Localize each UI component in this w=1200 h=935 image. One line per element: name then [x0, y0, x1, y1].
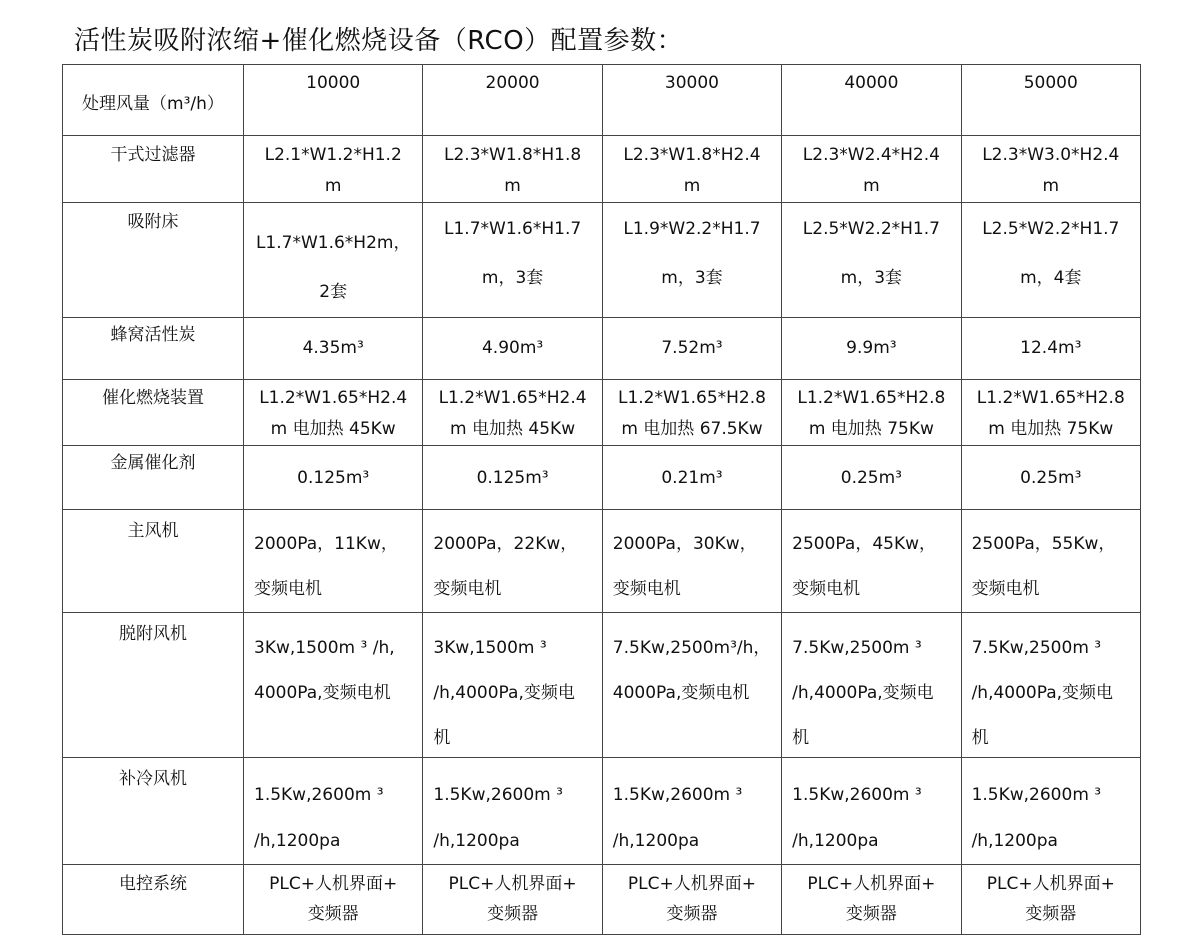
table-row — [63, 613, 1141, 758]
cell-text-line: 1.5Kw,2600m ³ — [433, 785, 563, 805]
cell-text-line: /h,1200pa — [971, 831, 1058, 851]
cell-text-line: 变频器 — [307, 904, 359, 924]
cell-text-line: 4000Pa,变频电机 — [612, 683, 750, 703]
cell-text-line: m 电加热 75Kw — [988, 419, 1114, 439]
cell-text-line: 7.5Kw,2500m³/h， — [612, 638, 771, 658]
table-cell — [961, 510, 1140, 613]
table-cell — [423, 65, 602, 136]
cell-text-line: 变频器 — [666, 904, 718, 924]
cell-text-line: 变频电机 — [612, 579, 681, 599]
cell-text-line: 4000Pa,变频电机 — [254, 683, 391, 703]
cell-text-line: 9.9m³ — [846, 338, 897, 358]
cell-text-line: 2500Pa，45Kw， — [792, 534, 937, 554]
table-cell — [961, 136, 1140, 203]
table-cell — [782, 318, 961, 380]
table-cell — [244, 203, 423, 318]
table-cell — [961, 380, 1140, 446]
row-label: 脱附风机 — [63, 613, 244, 758]
table-cell — [423, 446, 602, 510]
table-cell — [244, 510, 423, 613]
table-cell — [423, 380, 602, 446]
cell-text-line: PLC+人机界面+ — [807, 874, 936, 894]
cell-text-line: 7.52m³ — [661, 338, 723, 358]
cell-text-line: 50000 — [1023, 73, 1078, 93]
cell-text-line: 12.4m³ — [1020, 338, 1082, 358]
table-cell — [423, 758, 602, 865]
table-row — [63, 65, 1141, 136]
cell-text-line: L1.2*W1.65*H2.8 — [617, 388, 766, 408]
table-cell — [782, 380, 961, 446]
table-cell — [602, 318, 781, 380]
cell-text-line: 20000 — [485, 73, 540, 93]
table-cell — [602, 510, 781, 613]
cell-text-line: L2.3*W1.8*H2.4 — [623, 145, 761, 165]
cell-text-line: L1.7*W1.6*H2m， — [255, 233, 411, 253]
table-cell — [423, 318, 602, 380]
document-title: 活性炭吸附浓缩+催化燃烧设备（RCO）配置参数： — [74, 26, 684, 56]
cell-text-line: L1.7*W1.6*H1.7 — [444, 219, 582, 239]
table-cell — [244, 758, 423, 865]
cell-text-line: 30000 — [664, 73, 720, 93]
table-cell — [782, 65, 961, 136]
cell-text-line: 2000Pa，30Kw， — [612, 534, 757, 554]
cell-text-line: 40000 — [844, 73, 899, 93]
cell-text-line: 2000Pa，22Kw， — [433, 534, 578, 554]
cell-text-line: 机 — [792, 728, 810, 748]
cell-text-line: m — [324, 176, 342, 196]
cell-text-line: 变频电机 — [792, 579, 861, 599]
table-row — [63, 758, 1141, 865]
table-cell — [602, 613, 781, 758]
cell-text-line: 10000 — [306, 73, 361, 93]
cell-text-line: /h,1200pa — [792, 831, 879, 851]
cell-text-line: /h,1200pa — [433, 831, 520, 851]
row-label: 催化燃烧装置 — [63, 380, 244, 446]
table-cell — [244, 318, 423, 380]
cell-text-line: 0.25m³ — [840, 468, 902, 488]
cell-text-line: 变频电机 — [433, 579, 502, 599]
cell-text-line: PLC+人机界面+ — [986, 874, 1115, 894]
table-cell — [602, 758, 781, 865]
table-cell — [782, 865, 961, 935]
cell-text-line: 1.5Kw,2600m ³ — [792, 785, 922, 805]
cell-text-line: /h,1200pa — [254, 831, 341, 851]
cell-text-line: PLC+人机界面+ — [627, 874, 757, 894]
table-cell — [244, 380, 423, 446]
cell-text-line: 3Kw,1500m ³ — [433, 638, 547, 658]
cell-text-line: 变频电机 — [254, 579, 322, 599]
cell-text-line: 变频电机 — [971, 579, 1040, 599]
cell-text-line: m — [504, 176, 521, 196]
cell-text-line: L1.9*W2.2*H1.7 — [623, 219, 761, 239]
table-cell — [244, 613, 423, 758]
table-cell — [961, 318, 1140, 380]
table-row — [63, 510, 1141, 613]
row-label: 蜂窝活性炭 — [63, 318, 244, 380]
cell-text-line: 变频器 — [845, 904, 897, 924]
table-row — [63, 380, 1141, 446]
table-cell — [961, 203, 1140, 318]
cell-text-line: L2.3*W1.8*H1.8 — [444, 145, 582, 165]
table-cell — [961, 865, 1140, 935]
cell-text-line: m 电加热 45Kw — [450, 419, 576, 439]
cell-text-line: 变频器 — [487, 904, 539, 924]
cell-text-line: PLC+人机界面+ — [448, 874, 577, 894]
cell-text-line: m — [1042, 176, 1060, 196]
cell-text-line: /h,4000Pa,变频电 — [433, 683, 575, 703]
row-label: 处理风量（m³/h） — [63, 65, 244, 136]
cell-text-line: /h,4000Pa,变频电 — [971, 683, 1114, 703]
cell-text-line: 4.35m³ — [302, 338, 364, 358]
table-row — [63, 446, 1141, 510]
cell-text-line: 0.125m³ — [297, 468, 370, 488]
table-cell — [423, 203, 602, 318]
table-cell — [423, 510, 602, 613]
table-cell — [782, 203, 961, 318]
rco-config-table — [62, 64, 1141, 935]
cell-text-line: 1.5Kw,2600m ³ — [612, 785, 743, 805]
cell-text-line: 2000Pa，11Kw， — [254, 534, 398, 554]
table-row — [63, 136, 1141, 203]
cell-text-line: 7.5Kw,2500m ³ — [971, 638, 1102, 658]
cell-text-line: m — [863, 176, 880, 196]
table-cell — [244, 446, 423, 510]
table-cell — [244, 865, 423, 935]
cell-text-line: 0.25m³ — [1020, 468, 1082, 488]
table-cell — [782, 613, 961, 758]
table-cell — [423, 865, 602, 935]
cell-text-line: m，4套 — [1020, 268, 1082, 288]
cell-text-line: PLC+人机界面+ — [269, 874, 398, 894]
cell-text-line: m，3套 — [661, 268, 723, 288]
table-cell — [961, 65, 1140, 136]
table-cell — [244, 65, 423, 136]
cell-text-line: 7.5Kw,2500m ³ — [792, 638, 922, 658]
row-label: 金属催化剂 — [63, 446, 244, 510]
cell-text-line: L1.2*W1.65*H2.4 — [438, 388, 587, 408]
cell-text-line: 机 — [433, 728, 451, 748]
table-cell — [961, 758, 1140, 865]
table-cell — [602, 65, 781, 136]
table-row — [63, 203, 1141, 318]
row-label: 干式过滤器 — [63, 136, 244, 203]
cell-text-line: L2.3*W3.0*H2.4 — [982, 145, 1120, 165]
table-cell — [423, 136, 602, 203]
cell-text-line: 3Kw,1500m ³ /h, — [254, 638, 395, 658]
cell-text-line: L2.5*W2.2*H1.7 — [802, 219, 940, 239]
table-cell — [782, 510, 961, 613]
table-cell — [602, 446, 781, 510]
cell-text-line: m，3套 — [840, 268, 903, 288]
cell-text-line: L1.2*W1.65*H2.8 — [797, 388, 946, 408]
table-row — [63, 865, 1141, 935]
table-cell — [602, 865, 781, 935]
cell-text-line: m — [683, 176, 701, 196]
cell-text-line: 变频器 — [1025, 904, 1077, 924]
table-cell — [782, 136, 961, 203]
cell-text-line: L2.3*W2.4*H2.4 — [802, 145, 940, 165]
table-row — [63, 318, 1141, 380]
cell-text-line: L1.2*W1.65*H2.8 — [976, 388, 1125, 408]
cell-text-line: 2500Pa，55Kw， — [971, 534, 1116, 554]
table-cell — [602, 380, 781, 446]
cell-text-line: L1.2*W1.65*H2.4 — [259, 388, 408, 408]
table-cell — [961, 613, 1140, 758]
table-cell — [423, 613, 602, 758]
row-label: 电控系统 — [63, 865, 244, 935]
row-label: 补冷风机 — [63, 758, 244, 865]
row-label: 吸附床 — [63, 203, 244, 318]
cell-text-line: m 电加热 75Kw — [808, 419, 934, 439]
cell-text-line: /h,1200pa — [612, 831, 700, 851]
table-cell — [602, 136, 781, 203]
cell-text-line: 0.21m³ — [661, 468, 723, 488]
cell-text-line: /h,4000Pa,变频电 — [792, 683, 934, 703]
table-cell — [782, 446, 961, 510]
cell-text-line: 4.90m³ — [481, 338, 544, 358]
table-cell — [961, 446, 1140, 510]
cell-text-line: 1.5Kw,2600m ³ — [971, 785, 1102, 805]
cell-text-line: m 电加热 67.5Kw — [621, 419, 763, 439]
cell-text-line: 机 — [971, 728, 989, 748]
cell-text-line: 1.5Kw,2600m ³ — [254, 785, 384, 805]
table-cell — [782, 758, 961, 865]
cell-text-line: 0.125m³ — [476, 468, 549, 488]
cell-text-line: m，3套 — [481, 268, 544, 288]
cell-text-line: L2.1*W1.2*H1.2 — [264, 145, 402, 165]
row-label: 主风机 — [63, 510, 244, 613]
table-cell — [602, 203, 781, 318]
cell-text-line: 2套 — [319, 282, 348, 302]
cell-text-line: L2.5*W2.2*H1.7 — [982, 219, 1120, 239]
table-cell — [244, 136, 423, 203]
cell-text-line: m 电加热 45Kw — [270, 419, 396, 439]
